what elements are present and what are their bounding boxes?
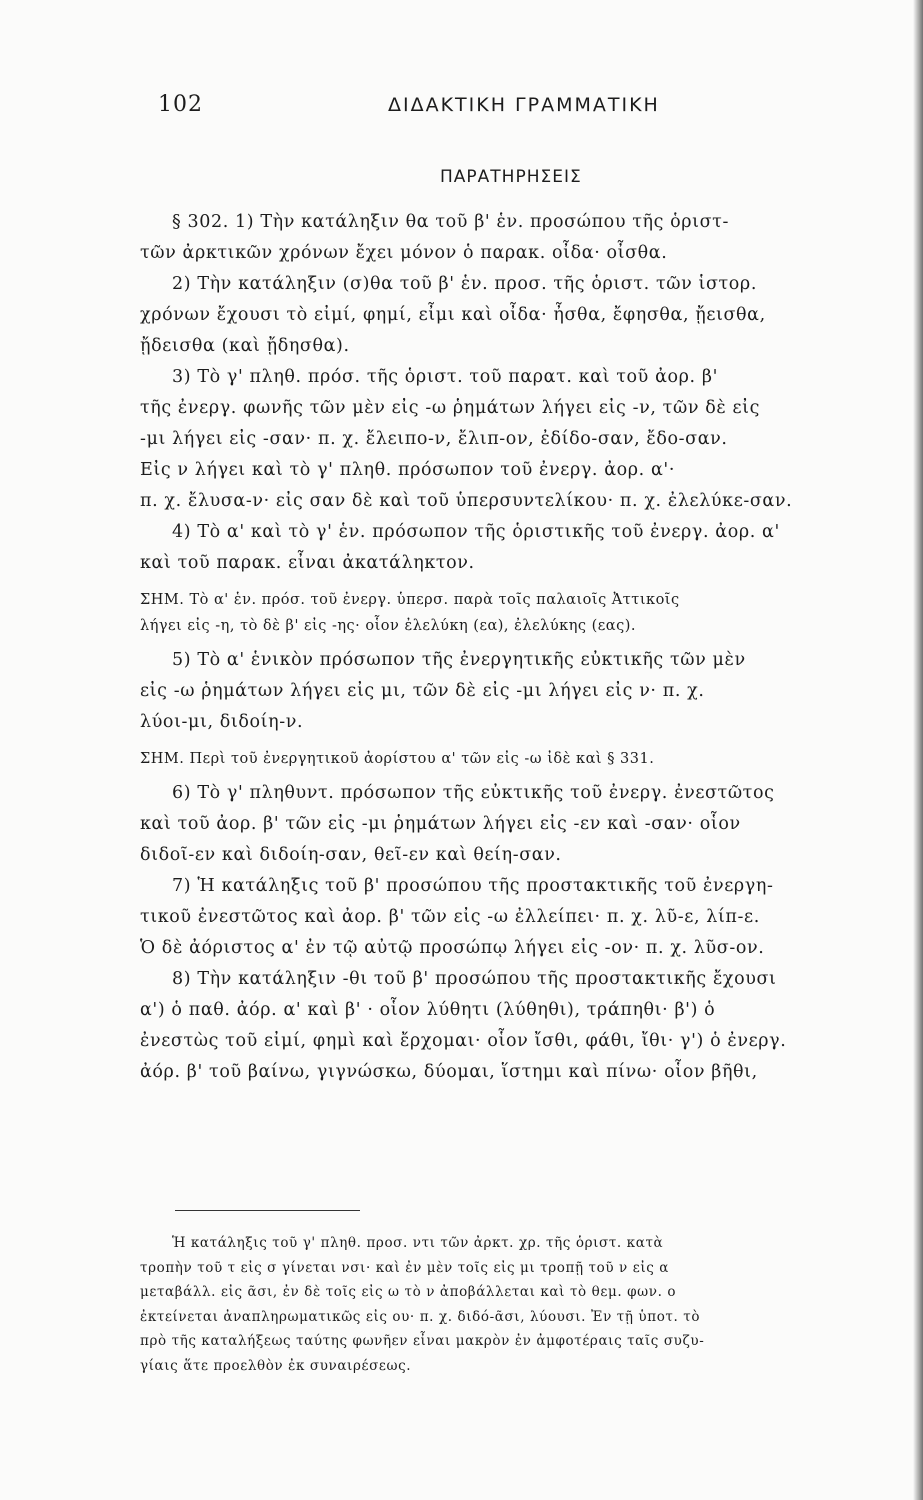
footnote-line: τροπὴν τοῦ τ εἰς σ γίνεται νσι· καὶ ἐν μὲν τοῖς εἰς μι τροπῇ τοῦ ν εἰς α (140, 1259, 669, 1276)
footnote (140, 1231, 880, 1378)
note-line: λήγει εἰς -η, τὸ δὲ β' εἰς -ης· οἷον ἐλελύκη (εα), ἐλελύκης (εας). (140, 618, 636, 634)
footnote-line: μεταβάλλ. εἰς ᾶσι, ἐν δὲ τοῖς εἰς ω τὸ ν ἀποβάλλεται καὶ τὸ θεμ. φων. ο (140, 1284, 677, 1300)
footnote-line: Ἡ κατάληξις τοῦ γ' πληθ. προσ. ντι τῶν ἀρκτ. χρ. τῆς ὁριστ. κατὰ (172, 1235, 664, 1251)
paragraph-line: διδοῖ-εν καὶ διδοίη-σαν, θεῖ-εν καὶ θείη-σαν. (140, 845, 562, 865)
paragraph-line: Εἰς ν λήγει καὶ τὸ γ' πληθ. πρόσωπον τοῦ ἐνεργ. ἀορ. α'· (140, 460, 675, 480)
paragraph-line: 3) Τὸ γ' πληθ. πρόσ. τῆς ὁριστ. τοῦ παρατ. καὶ τοῦ ἀορ. β' (172, 367, 718, 387)
paragraph-line: α') ὁ παθ. ἀόρ. α' καὶ β' · οἷον λύθητι (λύθηθι), τράπηθι· β') ὁ (140, 1000, 716, 1020)
paragraph-line: λύοι-μι, διδοίη-ν. (140, 712, 304, 732)
body-text (140, 207, 880, 1088)
page-edge-shadow (913, 0, 923, 1500)
paragraph-line: 6) Τὸ γ' πληθυντ. πρόσωπον τῆς εὐκτικῆς τοῦ ἐνεργ. ἐνεστῶτος (172, 783, 775, 803)
paragraph-line: ἀόρ. β' τοῦ βαίνω, γιγνώσκω, δύομαι, ἵστημι καὶ πίνω· οἷον βῆθι, (140, 1062, 758, 1082)
paragraph-line: 7) Ἡ κατάληξις τοῦ β' προσώπου τῆς προστακτικῆς τοῦ ἐνεργη- (172, 876, 774, 896)
paragraph-line: καὶ τοῦ παρακ. εἶναι ἀκατάληκτον. (140, 553, 475, 573)
paragraph-line: καὶ τοῦ ἀορ. β' τῶν εἰς -μι ῥημάτων λήγει εἰς -εν καὶ -σαν· οἷον (140, 814, 741, 834)
paragraph-line: τικοῦ ἐνεστῶτος καὶ ἀορ. β' τῶν εἰς -ω ἐλλείπει· π. χ. λῦ-ε, λίπ-ε. (140, 907, 760, 927)
section-heading: ΠΑΡΑΤΗΡΗΣΕΙΣ (440, 167, 582, 187)
paragraph-line: 8) Τὴν κατάληξιν -θι τοῦ β' προσώπου τῆς προστακτικῆς ἔχουσι (172, 969, 777, 989)
paragraph-line: ἐνεστὼς τοῦ εἰμί, φημὶ καὶ ἔρχομαι· οἷον ἴσθι, φάθι, ἴθι· γ') ὁ ἐνεργ. (140, 1031, 787, 1051)
footnote-divider (175, 1210, 360, 1211)
page-number: 102 (158, 92, 203, 117)
paragraph-line: τῆς ἐνεργ. φωνῆς τῶν μὲν εἰς -ω ῥημάτων λήγει εἰς -ν, τῶν δὲ εἰς (140, 398, 761, 418)
paragraph-line: 4) Τὸ α' καὶ τὸ γ' ἑν. πρόσωπον τῆς ὁριστικῆς τοῦ ἐνεργ. ἀορ. α' (172, 522, 780, 542)
paragraph-line: -μι λήγει εἰς -σαν· π. χ. ἔλειπο-ν, ἔλιπ-ον, ἐδίδο-σαν, ἔδο-σαν. (140, 429, 728, 449)
book-title: ΔΙΔΑΚΤΙΚΗ ΓΡΑΜΜΑΤΙΚΗ (388, 94, 660, 116)
running-head (158, 92, 888, 126)
paragraph-line: ᾔδεισθα (καὶ ᾔδησθα). (140, 336, 350, 356)
footnote-line: γίαις ἅτε προελθὸν ἐκ συναιρέσεως. (140, 1357, 412, 1374)
note-line: ΣΗΜ. Τὸ α' ἑν. πρόσ. τοῦ ἐνεργ. ὑπερσ. παρὰ τοῖς παλαιοῖς Ἀττικοῖς (140, 592, 680, 608)
note-line: ΣΗΜ. Περὶ τοῦ ἐνεργητικοῦ ἀορίστου α' τῶν εἰς -ω ἰδὲ καὶ § 331. (140, 751, 655, 767)
paragraph-line: § 302. 1) Τὴν κατάληξιν θα τοῦ β' ἑν. προσώπου τῆς ὁριστ- (172, 212, 729, 232)
paragraph-line: Ὁ δὲ ἀόριστος α' ἐν τῷ αὐτῷ προσώπῳ λήγει εἰς -ον· π. χ. λῦσ-ον. (140, 938, 765, 958)
paragraph-line: χρόνων ἔχουσι τὸ εἰμί, φημί, εἶμι καὶ οἶδα· ἦσθα, ἔφησθα, ᾔεισθα, (140, 305, 766, 325)
paragraph-line: 2) Τὴν κατάληξιν (σ)θα τοῦ β' ἑν. προσ. τῆς ὁριστ. τῶν ἱστορ. (172, 274, 757, 294)
footnote-line: πρὸ τῆς καταλήξεως ταύτης φωνῆεν εἶναι μακρὸν ἐν ἀμφοτέραις ταῖς συζυ- (140, 1333, 705, 1349)
paragraph-line: π. χ. ἔλυσα-ν· εἰς σαν δὲ καὶ τοῦ ὑπερσυντελίκου· π. χ. ἐλελύκε-σαν. (140, 491, 793, 511)
footnote-line: ἐκτείνεται ἀναπληρωματικῶς εἰς ου· π. χ. διδό-ᾶσι, λύουσι. Ἐν τῇ ὑποτ. τὸ (140, 1308, 701, 1325)
paragraph-line: 5) Τὸ α' ἑνικὸν πρόσωπον τῆς ἐνεργητικῆς εὐκτικῆς τῶν μὲν (172, 650, 746, 670)
paragraph-line: εἰς -ω ῥημάτων λήγει εἰς μι, τῶν δὲ εἰς -μι λήγει εἰς ν· π. χ. (140, 681, 705, 701)
paragraph-line: τῶν ἀρκτικῶν χρόνων ἔχει μόνον ὁ παρακ. οἶδα· οἶσθα. (140, 243, 668, 263)
